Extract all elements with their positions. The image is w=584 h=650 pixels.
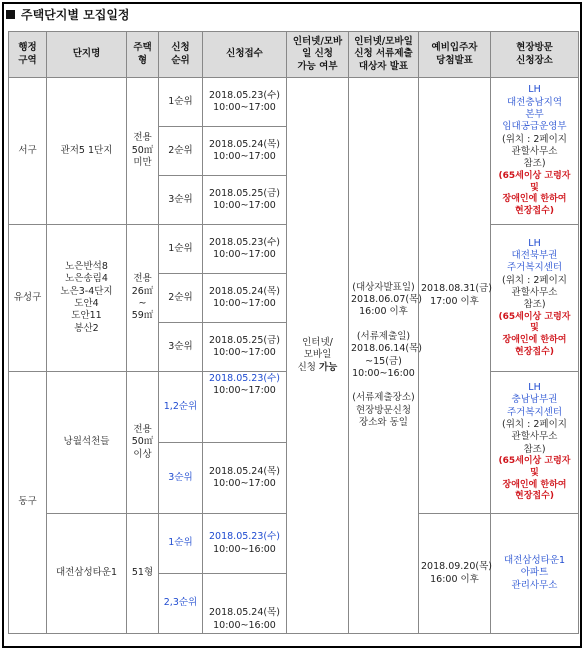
apply-cell [203, 323, 287, 372]
complex-cell: 대전삼성타운1 [47, 514, 127, 634]
apply-date: 2018.05.25(금) [209, 187, 280, 199]
visit-location-note: (위치 : 2페이지 관할사무소 참조) [502, 133, 567, 170]
online-cell [287, 78, 349, 634]
apply-date: 2018.05.23(수) [209, 236, 280, 248]
type-cell: 전용 26㎡ ~ 59㎡ [127, 225, 159, 372]
apply-time: 10:00~16:00 [213, 543, 276, 555]
priority-cell: 3순위 [159, 323, 203, 372]
apply-time: 10:00~17:00 [213, 347, 276, 358]
visit-cell [491, 225, 579, 372]
priority-cell: 1순위 [159, 514, 203, 574]
visit-location-note: (위치 : 2페이지 관할사무소 참조) [502, 419, 567, 455]
apply-date: 2018.05.25(금) [209, 334, 280, 346]
online-text: 인터넷/ 모바일 신청 [297, 336, 333, 373]
announce-cell: 2018.09.20(목) 16:00 이후 [419, 514, 491, 634]
region-cell: 동구 [9, 372, 47, 634]
apply-time: 10:00~17:00 [213, 249, 276, 260]
visit-cell [491, 372, 579, 514]
priority-cell: 1순위 [159, 225, 203, 274]
apply-time: 10:00~17:00 [213, 478, 276, 489]
docs-cell [349, 78, 422, 634]
apply-cell [203, 225, 287, 274]
apply-cell [203, 274, 287, 323]
header-online: 인터넷/모바 일 신청 가능 여부 [287, 32, 349, 78]
schedule-table [8, 31, 579, 634]
header-row [9, 32, 579, 78]
apply-date: 2018.05.24(목) [209, 607, 280, 619]
square-bullet-icon [6, 10, 15, 19]
announce-cell: 2018.08.31(금) 17:00 이후 [419, 78, 491, 514]
docs-submit-place: (서류제출장소) 현장방문신청 장소와 동일 [352, 392, 415, 428]
table-row [9, 78, 579, 127]
apply-date: 2018.05.23(수) [209, 89, 280, 101]
header-region: 행정 구역 [9, 32, 47, 78]
header-complex: 단지명 [47, 32, 127, 78]
apply-time: 10:00~17:00 [213, 385, 276, 397]
section-title [6, 6, 130, 23]
apply-time: 10:00~17:00 [213, 298, 276, 309]
priority-cell: 3순위 [159, 176, 203, 225]
priority-cell: 2,3순위 [159, 574, 203, 634]
visit-office: LH 충남남부권 주거복지센터 [506, 382, 563, 418]
apply-time: 10:00~17:00 [213, 200, 276, 211]
priority-cell: 1순위 [159, 78, 203, 127]
priority-cell: 3순위 [159, 443, 203, 514]
visit-onsite-note: (65세이상 고령자 및 장애인에 한하여 현장접수) [498, 456, 571, 502]
region-cell: 서구 [9, 78, 47, 225]
apply-cell [203, 514, 287, 574]
complex-cell: 노은반석8 노은송림4 노은3-4단지 도안4 도안11 봉산2 [47, 225, 127, 372]
apply-cell [203, 176, 287, 225]
apply-time: 10:00~17:00 [213, 151, 276, 162]
visit-cell [491, 78, 579, 225]
header-priority: 신청 순위 [159, 32, 203, 78]
apply-date: 2018.05.23(수) [209, 373, 280, 384]
online-bold-text: 가능 [319, 361, 338, 373]
priority-cell: 2순위 [159, 127, 203, 176]
apply-cell [203, 443, 287, 514]
apply-time: 10:00~17:00 [213, 102, 276, 113]
priority-cell: 2순위 [159, 274, 203, 323]
header-visit: 현장방문 신청장소 [491, 32, 579, 78]
section-title-text: 주택단지별 모집일정 [21, 8, 130, 22]
header-apply: 신청접수 [203, 32, 287, 78]
priority-cell: 1,2순위 [159, 372, 203, 443]
docs-announce-date: (대상자발표일) 2018.06.07(목) 16:00 이후 [351, 281, 422, 318]
visit-onsite-note: (65세이상 고령자 및 장애인에 한하여 현장접수) [498, 170, 571, 216]
complex-cell: 관저5 1단지 [47, 78, 127, 225]
visit-onsite-note: (65세이상 고령자 및 장애인에 한하여 현장접수) [498, 311, 571, 357]
apply-time: 10:00~16:00 [213, 619, 276, 631]
visit-cell: 대전삼성타운1 아파트 관리사무소 [491, 514, 579, 634]
type-cell: 51형 [127, 514, 159, 634]
apply-cell [203, 574, 287, 634]
visit-office: LH 대전북부권 주거복지센터 [506, 237, 563, 274]
type-cell: 전용 50㎡ 미만 [127, 78, 159, 225]
apply-date: 2018.05.23(수) [209, 531, 280, 543]
visit-office: LH 대전충남지역 본부 임대공급운영부 [502, 84, 567, 133]
apply-date: 2018.05.24(목) [209, 285, 280, 297]
apply-cell [203, 372, 287, 443]
header-type: 주택 형 [127, 32, 159, 78]
visit-location-note: (위치 : 2페이지 관할사무소 참조) [502, 274, 567, 311]
complex-cell: 낭월석천들 [47, 372, 127, 514]
header-docs: 인터넷/모바일 신청 서류제출 대상자 발표 [349, 32, 419, 78]
region-cell: 유성구 [9, 225, 47, 372]
type-cell: 전용 50㎡ 이상 [127, 372, 159, 514]
apply-cell [203, 127, 287, 176]
apply-date: 2018.05.24(목) [209, 138, 280, 150]
docs-submit-date: (서류제출일) 2018.06.14(목) ~15(금) 10:00~16:00 [351, 330, 422, 379]
apply-date: 2018.05.24(목) [209, 465, 280, 477]
header-announce: 예비입주자 당첨발표 [419, 32, 491, 78]
apply-cell [203, 78, 287, 127]
